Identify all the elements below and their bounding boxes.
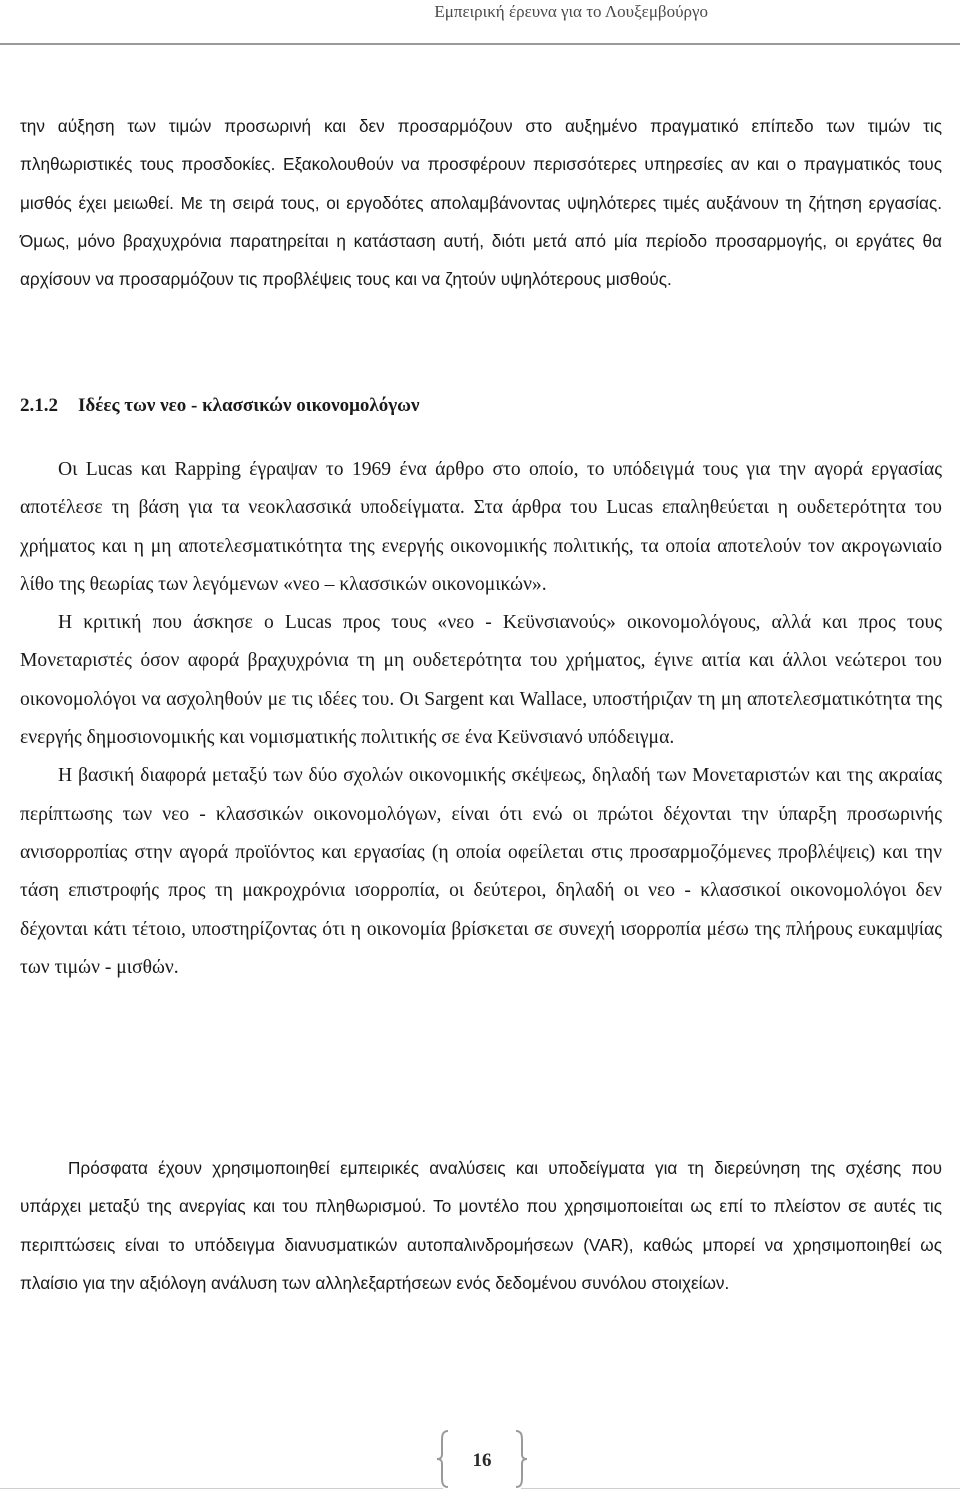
page-number: 16	[472, 1450, 492, 1471]
header-divider	[0, 43, 960, 45]
left-brace-icon	[436, 1430, 450, 1488]
text-block-bottom	[20, 1149, 942, 1302]
page-footer	[0, 1430, 960, 1490]
text-block-serif	[20, 451, 942, 987]
section-title: Ιδέες των νεο - κλασσικών οικονομολόγων	[78, 395, 420, 416]
footer-divider-left	[0, 1488, 443, 1489]
section-number: 2.1.2	[20, 395, 58, 416]
page-header	[0, 0, 960, 28]
section-heading	[20, 395, 420, 417]
paragraph-5: Πρόσφατα έχουν χρησιμοποιηθεί εμπειρικές αναλύσεις και υποδείγματα για τη διερεύνηση της σχέσης που υπάρχει μεταξύ της ανεργίας και του πληθωρισμού. Το μοντέλο που χρησιμοποιείται ως επί το πλείστον σε αυτές τις περιπτώσεις είναι το υπόδειγμα διανυσματικών αυτοπαλινδρομήσεων (VAR), καθώς μπορεί να χρησιμοποιηθεί ως πλαίσιο για την αξιόλογη ανάλυση των αλληλεξαρτήσεων ενός δεδομένου συνόλου στοιχείων.	[20, 1158, 942, 1293]
paragraph-3: Η κριτική που άσκησε ο Lucas προς τους «νεο - Κεϋνσιανούς» οικονομολόγους, αλλά και προς τους Μονεταριστές όσον αφορά βραχυχρόνια τη μη ουδετερότητα του χρήματος, έγινε αιτία και άλλοι νεώτεροι του οικονομολόγοι να ασχοληθούν με τις ιδέες του. Οι Sargent και Wallace, υποστήριζαν τη μη αποτελεσματικότητα της ενεργής δημοσιονομικής και νομισματικής πολιτικής σε ένα Κεϋνσιανό υπόδειγμα.	[20, 612, 942, 749]
paragraph-1: την αύξηση των τιμών προσωρινή και δεν προσαρμόζουν στο αυξημένο πραγματικό επίπεδο των τιμών τις πληθωριστικές τους προσδοκίες. Εξακολουθούν να προσφέρουν περισσότερες υπηρεσίες αν και ο πραγματικός τους μισθός έχει μειωθεί. Με τη σειρά τους, οι εργοδότες απολαμβάνοντας υψηλότερες τιμές αυξάνουν τη ζήτηση εργασίας. Όμως, μόνο βραχυχρόνια παρατηρείται η κατάσταση αυτή, διότι μετά από μία περίοδο προσαρμογής, οι εργάτες θα αρχίσουν να προσαρμόζουν τις προβλέψεις τους και να ζητούν υψηλότερους μισθούς.	[20, 116, 942, 290]
right-brace-icon	[514, 1430, 528, 1488]
paragraph-2: Οι Lucas και Rapping έγραψαν το 1969 ένα άρθρο στο οποίο, το υπόδειγμά τους για την αγορά εργασίας αποτέλεσε τη βάση για τα νεοκλασσικά υποδείγματα. Στα άρθρα του Lucas επαληθεύεται η ουδετερότητα του χρήματος και η μη αποτελεσματικότητα της ενεργής οικονομικής πολιτικής, τα οποία αποτελούν τον ακρογωνιαίο λίθο της θεωρίας των λεγόμενων «νεο – κλασσικών οικονομικών».	[20, 459, 942, 595]
paragraph-4: Η βασική διαφορά μεταξύ των δύο σχολών οικονομικής σκέψεως, δηλαδή των Μονεταριστών και της ακραίας περίπτωσης των νεο - κλασσικών οικονομολόγων, είναι ότι ενώ οι πρώτοι δέχονται την ύπαρξη προσωρινής ανισορροπίας στην αγορά προϊόντος και εργασίας (η οποία οφείλεται στις προσαρμοζόμενες προβλέψεις) και την τάση επιστροφής προς τη μακροχρόνια ισορροπία, οι δεύτεροι, δηλαδή οι νεο - κλασσικοί οικονομολόγοι δεν δέχονται κάτι τέτοιο, υποστηρίζοντας ότι η οικονομία βρίσκεται σε συνεχή ισορροπία μέσω της πλήρους ευκαμψίας των τιμών - μισθών.	[20, 765, 942, 978]
footer-divider-right	[521, 1488, 960, 1489]
running-header-title: Εμπειρική έρευνα για το Λουξεμβούργο	[434, 2, 708, 21]
text-block-top	[20, 107, 942, 298]
